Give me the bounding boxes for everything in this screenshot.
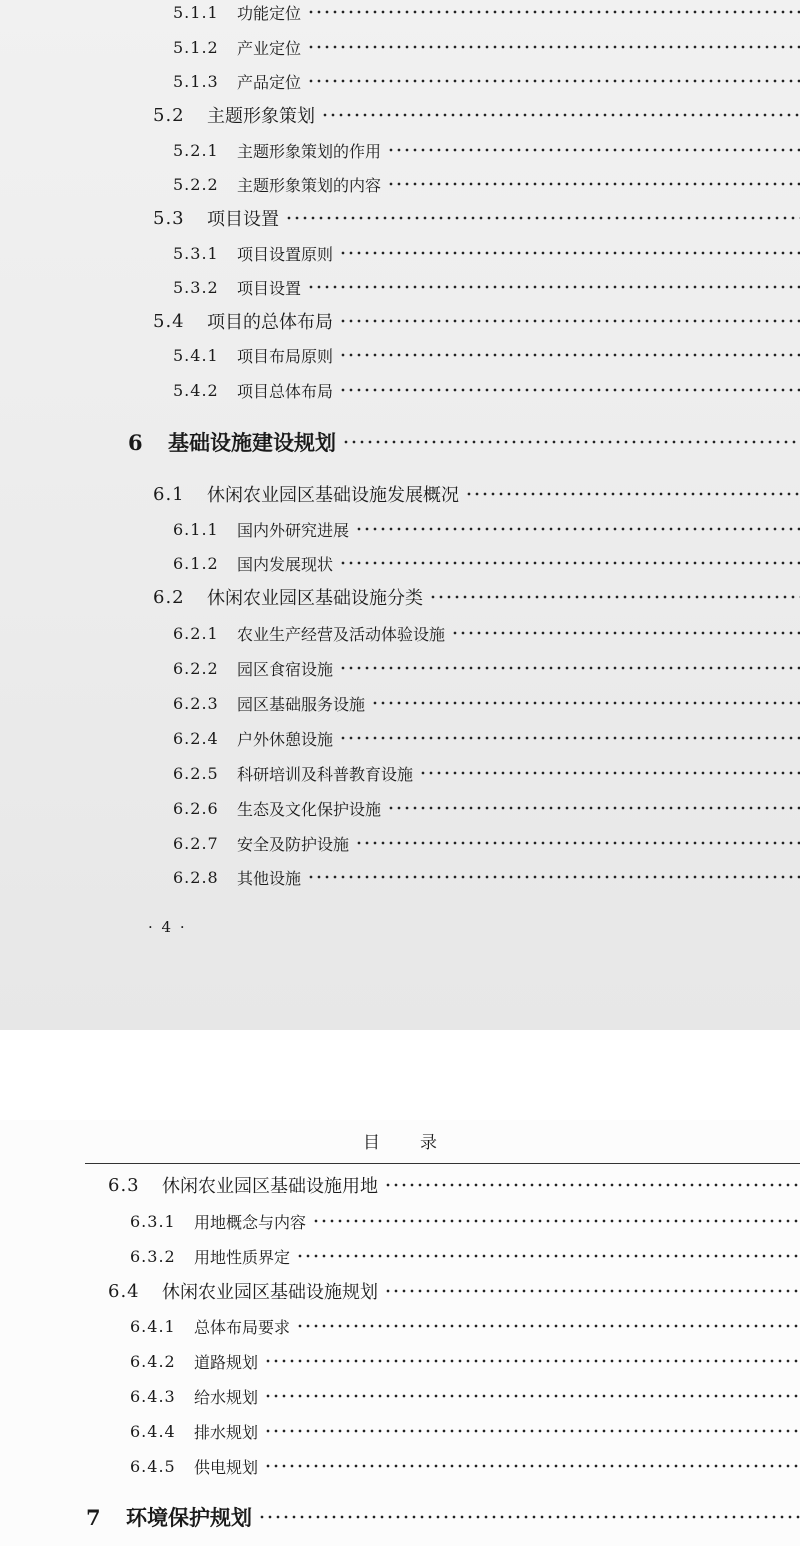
- toc-entry-number: 6.2.1: [173, 623, 219, 643]
- toc-entry-title: 生态及文化保护设施: [237, 799, 382, 819]
- dot-leader: [339, 388, 800, 392]
- dot-leader: [355, 841, 800, 845]
- toc-entry-title: 休闲农业园区基础设施规划: [162, 1282, 378, 1303]
- toc-entry-level1: [128, 427, 800, 457]
- toc-entry-number: 6.3: [108, 1174, 140, 1196]
- toc-entry-level2: [108, 1276, 800, 1306]
- toc-entry-title: 项目布局原则: [237, 346, 334, 366]
- dot-leader: [258, 1515, 800, 1519]
- dot-leader: [355, 527, 800, 531]
- dot-leader: [387, 148, 800, 152]
- toc-entry-number: 5.1.3: [173, 71, 219, 91]
- toc-entry-level3: [173, 514, 800, 544]
- toc-entry-number: 6.2.3: [173, 693, 219, 713]
- toc-entry-title: 国内外研究进展: [237, 520, 350, 540]
- toc-entry-title: 给水规划: [194, 1387, 259, 1407]
- toc-entry-level3: [173, 169, 800, 199]
- toc-entry-number: 6.4.1: [130, 1316, 176, 1336]
- toc-entry-number: 5.3.2: [173, 277, 219, 297]
- toc-entry-level3: [173, 688, 800, 718]
- toc-entry-number: 6.2.2: [173, 658, 219, 678]
- toc-entry-level3: [130, 1451, 800, 1481]
- dot-leader: [307, 875, 800, 879]
- dot-leader: [307, 285, 800, 289]
- toc-entry-number: 6.2.6: [173, 798, 219, 818]
- dot-leader: [296, 1254, 800, 1258]
- page-gap: [0, 1030, 800, 1120]
- toc-entry-title: 环境保护规划: [126, 1505, 252, 1530]
- toc-entry-level3: [173, 758, 800, 788]
- dot-leader: [296, 1324, 800, 1328]
- toc-entry-title: 项目设置: [237, 278, 302, 298]
- dot-leader: [339, 736, 800, 740]
- toc-entry-level3: [173, 272, 800, 302]
- dot-leader: [451, 631, 800, 635]
- toc-entry-number: 5.4.1: [173, 345, 219, 365]
- dot-leader: [264, 1429, 800, 1433]
- toc-entry-title: 其他设施: [237, 868, 302, 888]
- toc-entry-number: 7: [86, 1504, 102, 1530]
- toc-entry-number: 6.4.2: [130, 1351, 176, 1371]
- toc-entry-level3: [130, 1381, 800, 1411]
- dot-leader: [339, 251, 800, 255]
- toc-entry-number: 6.2.8: [173, 867, 219, 887]
- toc-entry-title: 园区基础服务设施: [237, 694, 366, 714]
- toc-entry-title: 休闲农业园区基础设施用地: [162, 1176, 378, 1197]
- dot-leader: [387, 806, 800, 810]
- toc-entry-level2: [153, 100, 800, 130]
- toc-entry-number: 6.4.5: [130, 1456, 176, 1476]
- toc-entry-number: 6.3.1: [130, 1211, 176, 1231]
- toc-entry-level3: [173, 66, 800, 96]
- toc-entry-level2: [153, 582, 800, 612]
- toc-entry-title: 道路规划: [194, 1352, 259, 1372]
- toc-entry-title: 科研培训及科普教育设施: [237, 764, 414, 784]
- toc-entry-level3: [173, 32, 800, 62]
- toc-entry-level2: [153, 479, 800, 509]
- toc-entry-title: 用地概念与内容: [194, 1212, 307, 1232]
- toc-entry-level2: [153, 306, 800, 336]
- dot-leader: [321, 113, 800, 117]
- toc-entry-number: 5.1.2: [173, 37, 219, 57]
- toc-entry-number: 6.2.4: [173, 728, 219, 748]
- dot-leader: [429, 595, 800, 599]
- toc-entry-level2: [153, 203, 800, 233]
- toc-entry-level3: [130, 1241, 800, 1271]
- toc-entry-title: 排水规划: [194, 1422, 259, 1442]
- toc-entry-title: 主题形象策划的内容: [237, 175, 382, 195]
- header-rule: [85, 1163, 800, 1164]
- dot-leader: [307, 45, 800, 49]
- toc-entry-number: 6.1.1: [173, 519, 219, 539]
- toc-entry-level2: [108, 1170, 800, 1200]
- toc-entry-number: 6.4.4: [130, 1421, 176, 1441]
- toc-entry-title: 用地性质界定: [194, 1247, 291, 1267]
- toc-entry-title: 休闲农业园区基础设施分类: [207, 588, 423, 609]
- toc-entry-number: 6.1.2: [173, 553, 219, 573]
- toc-entry-title: 农业生产经营及活动体验设施: [237, 624, 446, 644]
- running-header: 目录: [363, 1133, 477, 1153]
- dot-leader: [371, 701, 800, 705]
- toc-entry-title: 总体布局要求: [194, 1317, 291, 1337]
- dot-leader: [339, 353, 800, 357]
- toc-entry-number: 6.2.7: [173, 833, 219, 853]
- toc-entry-number: 6.2: [153, 586, 185, 608]
- toc-entry-title: 产业定位: [237, 38, 302, 58]
- dot-leader: [342, 440, 800, 444]
- dot-leader: [264, 1394, 800, 1398]
- toc-entry-title: 国内发展现状: [237, 554, 334, 574]
- toc-entry-number: 6: [128, 429, 144, 455]
- toc-entry-title: 项目设置原则: [237, 244, 334, 264]
- toc-entry-number: 5.3: [153, 207, 185, 229]
- toc-entry-number: 6.1: [153, 483, 185, 505]
- toc-entry-level3: [173, 653, 800, 683]
- dot-leader: [264, 1359, 800, 1363]
- toc-entry-title: 项目的总体布局: [207, 312, 333, 333]
- dot-leader: [384, 1289, 800, 1293]
- toc-entry-title: 功能定位: [237, 3, 302, 23]
- toc-entry-title: 产品定位: [237, 72, 302, 92]
- toc-entry-level3: [173, 793, 800, 823]
- toc-entry-title: 项目设置: [207, 209, 279, 230]
- toc-entry-number: 6.4.3: [130, 1386, 176, 1406]
- toc-entry-level3: [130, 1206, 800, 1236]
- dot-leader: [307, 10, 800, 14]
- toc-entry-title: 主题形象策划的作用: [237, 141, 382, 161]
- toc-entry-title: 项目总体布局: [237, 381, 334, 401]
- toc-entry-level3: [130, 1311, 800, 1341]
- toc-entry-level3: [173, 375, 800, 405]
- toc-entry-title: 基础设施建设规划: [168, 430, 336, 455]
- dot-leader: [307, 79, 800, 83]
- toc-entry-level3: [173, 723, 800, 753]
- toc-entry-number: 5.4: [153, 310, 185, 332]
- toc-entry-title: 供电规划: [194, 1457, 259, 1477]
- toc-entry-level3: [173, 548, 800, 578]
- toc-entry-level3: [130, 1416, 800, 1446]
- toc-entry-level3: [173, 340, 800, 370]
- toc-entry-number: 6.2.5: [173, 763, 219, 783]
- dot-leader: [419, 771, 800, 775]
- dot-leader: [264, 1464, 800, 1468]
- toc-entry-level3: [173, 0, 800, 27]
- dot-leader: [384, 1183, 800, 1187]
- toc-entry-number: 5.2.2: [173, 174, 219, 194]
- toc-entry-number: 6.3.2: [130, 1246, 176, 1266]
- dot-leader: [387, 182, 800, 186]
- dot-leader: [339, 561, 800, 565]
- dot-leader: [465, 492, 800, 496]
- toc-entry-level3: [173, 135, 800, 165]
- toc-entry-level3: [130, 1346, 800, 1376]
- page-number: · 4 ·: [148, 918, 187, 936]
- toc-entry-level1: [86, 1502, 800, 1532]
- toc-entry-title: 休闲农业园区基础设施发展概况: [207, 485, 459, 506]
- toc-entry-level3: [173, 618, 800, 648]
- toc-entry-number: 5.2: [153, 104, 185, 126]
- dot-leader: [285, 216, 800, 220]
- toc-entry-level3: [173, 238, 800, 268]
- dot-leader: [339, 666, 800, 670]
- toc-entry-number: 5.2.1: [173, 140, 219, 160]
- toc-entry-number: 5.3.1: [173, 243, 219, 263]
- toc-entry-number: 5.1.1: [173, 2, 219, 22]
- toc-entry-number: 5.4.2: [173, 380, 219, 400]
- toc-entry-level3: [173, 862, 800, 892]
- dot-leader: [339, 319, 800, 323]
- toc-entry-title: 主题形象策划: [207, 106, 315, 127]
- toc-entry-title: 户外休憩设施: [237, 729, 334, 749]
- toc-entry-title: 安全及防护设施: [237, 834, 350, 854]
- toc-entry-number: 6.4: [108, 1280, 140, 1302]
- dot-leader: [312, 1219, 800, 1223]
- toc-entry-level3: [173, 828, 800, 858]
- toc-entry-title: 园区食宿设施: [237, 659, 334, 679]
